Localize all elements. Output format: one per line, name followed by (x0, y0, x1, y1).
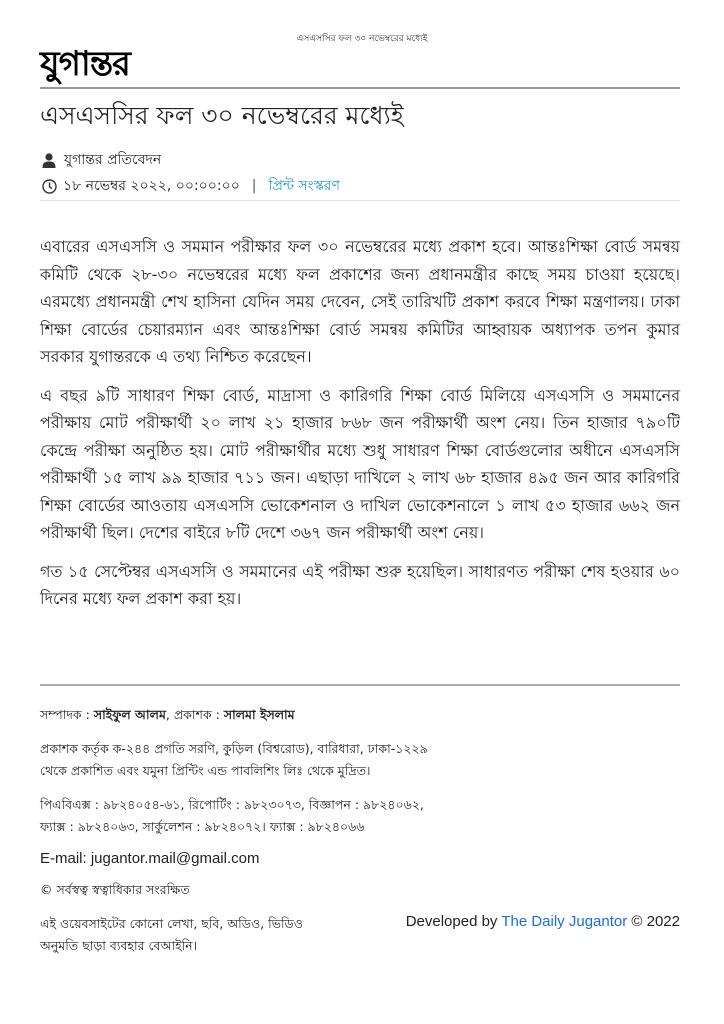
meta-divider (40, 200, 680, 201)
developer-credit (406, 913, 680, 957)
editor-name: সাইফুল আলম (93, 707, 166, 722)
article-paragraph: এ বছর ৯টি সাধারণ শিক্ষা বোর্ড, মাদ্রাসা ও কারিগরি শিক্ষা বোর্ড মিলিয়ে এসএসসি ও সমমানের পরীক্ষায় মোট পরীক্ষার্থী ২০ লাখ ২১ হাজার ৮৬৮ জন পরীক্ষার্থী অংশ নেয়। তিন হাজার ৭৯০টি কেন্দ্রে পরীক্ষা অনুষ্ঠিত হয়। মোট পরীক্ষার্থীর মধ্যে শুধু সাধারণ শিক্ষা বোর্ডগুলোর অধীনে এসএসসি পরীক্ষার্থী ১৫ লাখ ৯৯ হাজার ৭১১ জন। এছাড়া দাখিলে ২ লাখ ৬৮ হাজার ৪৯৫ জন আর কারিগরি শিক্ষা বোর্ডের আওতায় এসএসসি ভোকেশনাল ও দাখিল ভোকেশনালে ১ লাখ ৫৩ হাজার ৬৬২ জন পরীক্ষার্থী ছিল। দেশের বাইরে ৮টি দেশে ৩৬৭ জন পরীক্ষার্থী অংশ নেয়। (40, 385, 680, 542)
byline (42, 148, 161, 172)
footer-bottom (40, 913, 680, 957)
header-divider (40, 87, 680, 89)
notice-line: অনুমতি ছাড়া ব্যবহার বেআইনি। (40, 938, 198, 953)
article-paragraph: গত ১৫ সেপ্টেম্বর এসএসসি ও সমমানের এই পরীক্ষা শুরু হয়েছিল। সাধারণত পরীক্ষা শেষ হওয়ার ৬০ দিনের মধ্যে ফল প্রকাশ করা হয়। (40, 561, 680, 608)
notice-line: এই ওয়েবসাইটের কোনো লেখা, ছবি, অডিও, ভিডিও (40, 916, 303, 931)
article-body (40, 233, 680, 624)
copyright: © সর্বস্বত্ব স্বত্বাধিকার সংরক্ষিত (40, 882, 190, 897)
print-page-title: এসএসসির ফল ৩০ নভেম্বরের মধ্যেই (296, 34, 428, 44)
author-name: যুগান্তর প্রতিবেদন (64, 152, 162, 168)
clock-icon (42, 179, 57, 194)
editor-publisher-line (40, 704, 680, 726)
dateline (42, 174, 340, 198)
address-line: থেকে প্রকাশিত এবং যমুনা প্রিন্টিং এন্ড পাবলিশিং লিঃ থেকে মুদ্রিত। (40, 763, 371, 778)
article-headline: এসএসসির ফল ৩০ নভেম্বরের মধ্যেই (40, 101, 404, 130)
publisher-label: , প্রকাশক : (165, 707, 220, 722)
address (40, 738, 680, 782)
developed-by-label: Developed by (405, 913, 498, 930)
footer (40, 704, 680, 957)
usage-notice (40, 913, 303, 957)
user-icon (42, 153, 56, 168)
address-line: প্রকাশক কর্তৃক ক-২৪৪ প্রগতি সরণি, কুড়িল (বিশ্বরোড), বারিধারা, ঢাকা-১২২৯ (40, 741, 428, 756)
article-paragraph: এবারের এসএসসি ও সমমান পরীক্ষার ফল ৩০ নভেম্বরের মধ্যে প্রকাশ হবে। আন্তঃশিক্ষা বোর্ড সমন্বয় কমিটি থেকে ২৮-৩০ নভেম্বরের মধ্যে ফল প্রকাশের জন্য প্রধানমন্ত্রীর কাছে সময় চাওয়া হয়েছে। এরমধ্যে প্রধানমন্ত্রী শেখ হাসিনা যেদিন সময় দেবেন, সেই তারিখটি প্রকাশ করবে শিক্ষা মন্ত্রণালয়। ঢাকা শিক্ষা বোর্ডের চেয়ারম্যান এবং আন্তঃশিক্ষা বোর্ড সমন্বয় কমিটির আহ্বায়ক অধ্যাপক তপন কুমার সরকার যুগান্তরকে এ তথ্য নিশ্চিত করেছেন। (40, 237, 680, 366)
editor-label: সম্পাদক : (40, 707, 90, 722)
publish-date: ১৮ নভেম্বর ২০২২, ০০:০০:০০ (63, 178, 240, 194)
phones-line: পিএবিএক্স : ৯৮২৪০৫৪-৬১, রিপোর্টিং : ৯৮২৩০৭৩, বিজ্ঞাপন : ৯৮২৪০৬২, (40, 797, 424, 812)
print-edition-link[interactable]: প্রিন্ট সংস্করণ (268, 178, 340, 194)
developer-year: © 2022 (631, 913, 680, 930)
email: E-mail: jugantor.mail@gmail.com (40, 850, 260, 867)
publisher-name: সালমা ইসলাম (223, 707, 295, 722)
contact-phones (40, 794, 680, 838)
separator: | (251, 178, 257, 194)
jugantor-logo: যুগান্তর (40, 44, 130, 84)
phones-line: ফ্যাক্স : ৯৮২৪০৬৩, সার্কুলেশন : ৯৮২৪০৭২। ফ্যাক্স : ৯৮২৪০৬৬ (40, 819, 365, 834)
footer-divider (40, 684, 680, 686)
developer-link[interactable]: The Daily Jugantor (501, 913, 628, 930)
